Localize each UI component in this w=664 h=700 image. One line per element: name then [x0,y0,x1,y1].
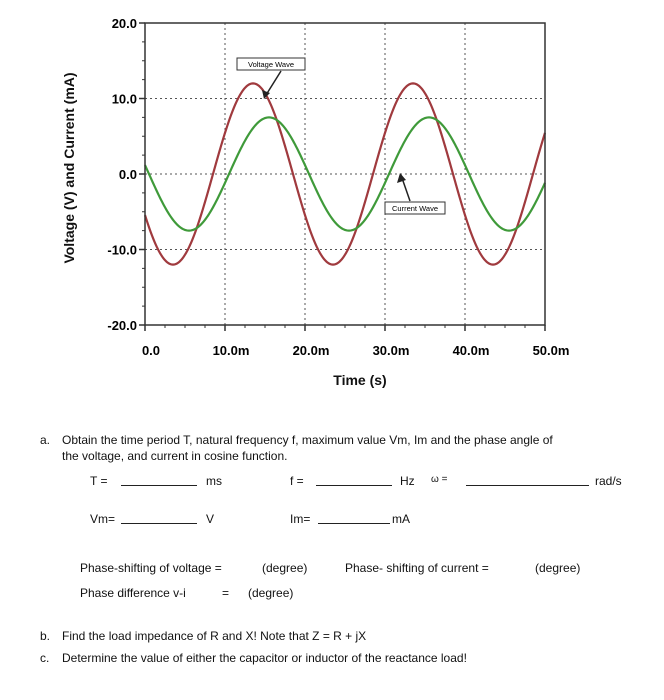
voltage-annotation-label: Voltage Wave [248,60,294,69]
y-axis-label-wrap [54,18,84,318]
current-annotation-label: Current Wave [392,204,438,213]
y-ticks [107,16,145,333]
phase-difference-unit: (degree) [248,586,294,600]
current-annotation [385,173,445,214]
phase-current-unit: (degree) [535,561,581,575]
vm-answer-blank[interactable] [121,512,197,524]
question-a-line2: the voltage, and current in cosine function. [62,449,288,463]
im-label: Im= [290,512,311,526]
y-tick-label: 0.0 [118,167,137,182]
x-tick-label: 20.0m [292,343,330,358]
question-a-text [62,432,622,464]
question-c-text: Determine the value of either the capacitor or inductor of the reactance load! [62,651,467,665]
frequency-answer-blank[interactable] [316,474,392,486]
phase-voltage-unit: (degree) [262,561,308,575]
question-a-line1: Obtain the time period T, natural frequency f, maximum value Vm, Im and the phase angle of [62,433,553,447]
vm-label: Vm= [90,512,116,526]
question-c-label: c. [40,651,50,665]
phase-difference-equals: = [222,586,230,600]
x-tick-label: 10.0m [212,343,250,358]
omega-label: ω = [431,474,448,485]
im-answer-blank[interactable] [318,512,390,524]
x-tick-label: 50.0m [532,343,570,358]
vm-unit: V [206,512,215,526]
question-a-label: a. [40,433,51,447]
omega-answer-blank[interactable] [466,474,589,486]
x-tick-label: 0.0 [141,343,161,358]
y-tick-label: 10.0 [111,91,137,107]
y-tick-label: 20.0 [111,16,137,31]
x-axis-label: Time (s) [333,372,387,388]
y-tick-label: -20.0 [107,318,137,333]
voltage-annotation [237,58,305,99]
y-axis-label: Voltage (V) and Current (mA) [61,72,77,264]
question-b-label: b. [40,629,51,643]
period-label: T = [90,474,108,488]
phase-voltage-label: Phase-shifting of voltage = [80,561,222,575]
frequency-unit: Hz [400,474,415,488]
omega-unit: rad/s [595,474,622,488]
period-answer-blank[interactable] [121,474,197,486]
im-unit: mA [392,512,410,526]
question-b-text: Find the load impedance of R and X! Note that Z = R + jX [62,629,367,643]
period-unit: ms [206,474,222,488]
y-tick-label: -10.0 [107,242,137,258]
phase-difference-label: Phase difference v-i [80,586,186,600]
x-tick-label: 30.0m [372,343,410,358]
grid [145,23,545,325]
x-tick-label: 40.0m [452,343,490,358]
frequency-label: f = [290,474,304,488]
phase-current-label: Phase- shifting of current = [345,561,489,575]
x-ticks [142,325,569,358]
